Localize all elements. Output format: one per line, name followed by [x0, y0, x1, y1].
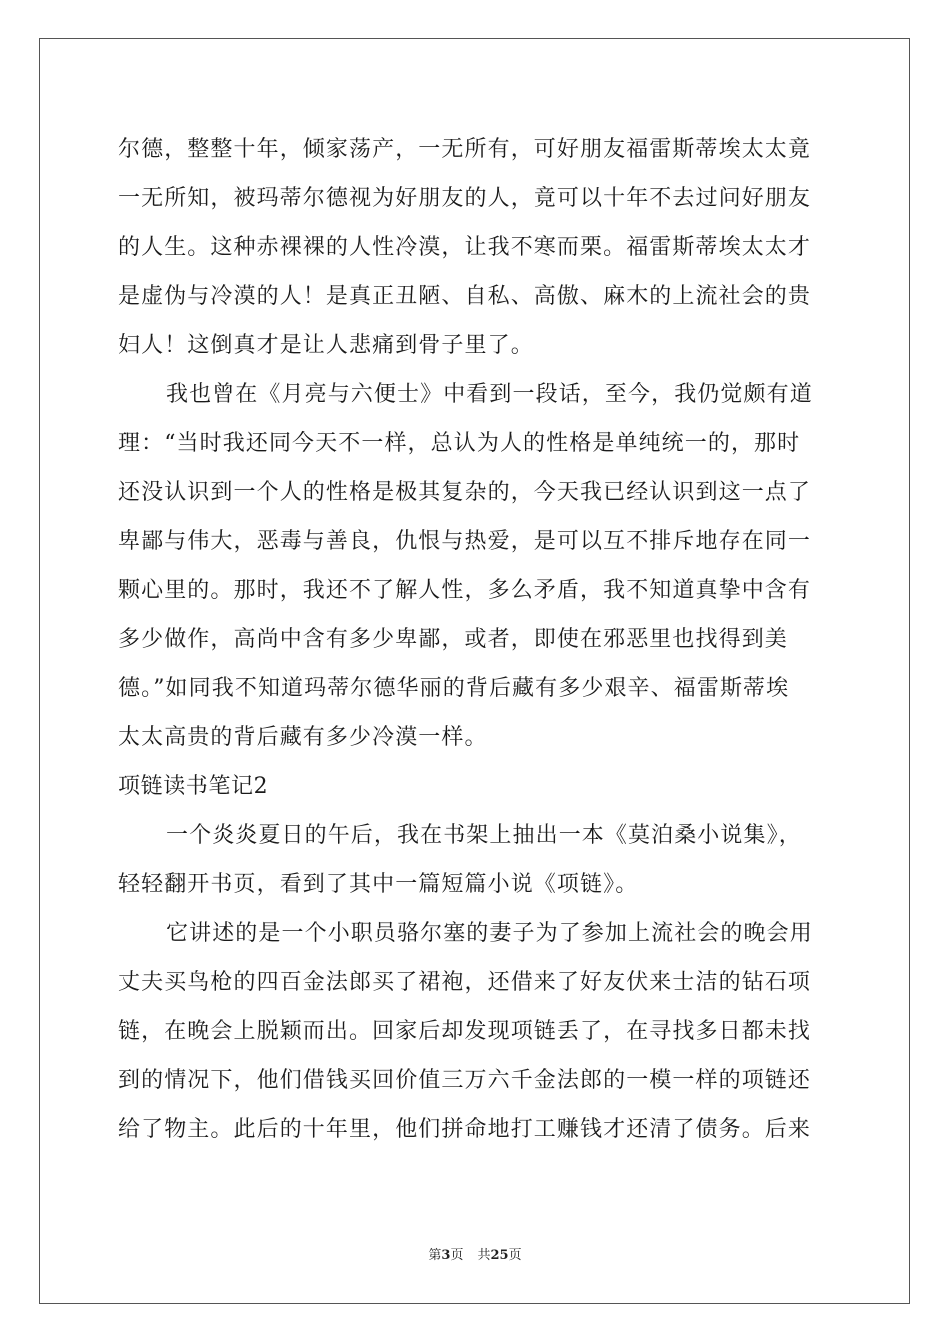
text-line: 给了物主。此后的十年里，他们拼命地打工赚钱才还清了债务。后来	[118, 1117, 812, 1142]
text-line: 德。”如同我不知道玛蒂尔德华丽的背后藏有多少艰辛、福雷斯蒂埃	[118, 676, 790, 701]
page-number: 3	[441, 1248, 451, 1263]
text-line: 妇人！这倒真才是让人悲痛到骨子里了。	[118, 333, 534, 358]
total-pages: 25	[490, 1248, 509, 1263]
paragraph-first-line: 它讲述的是一个小职员骆尔塞的妻子为了参加上流社会的晚会用	[166, 921, 813, 946]
text-line: 还没认识到一个人的性格是极其复杂的，今天我已经认识到这一点了	[118, 480, 812, 505]
text-line: 到的情况下，他们借钱买回价值三万六千金法郎的一模一样的项链还	[118, 1068, 812, 1093]
total-prefix: 共	[477, 1248, 491, 1263]
page-suffix: 页	[450, 1248, 464, 1263]
page-prefix: 第	[428, 1248, 442, 1263]
text-line: 丈夫买鸟枪的四百金法郎买了裙袍，还借来了好友伏来士洁的钻石项	[118, 970, 812, 995]
text-line: 颗心里的。那时，我还不了解人性，多么矛盾，我不知道真挚中含有	[118, 578, 812, 603]
total-suffix: 页	[508, 1248, 522, 1263]
text-line: 理：“当时我还同今天不一样，总认为人的性格是单纯统一的，那时	[118, 431, 801, 456]
text-line: 的人生。这种赤裸裸的人性冷漠，让我不寒而栗。福雷斯蒂埃太太才	[118, 235, 812, 260]
text-line: 卑鄙与伟大，恶毒与善良，仇恨与热爱，是可以互不排斥地存在同一	[118, 529, 812, 554]
text-line: 链，在晚会上脱颖而出。回家后却发现项链丢了，在寻找多日都未找	[118, 1019, 812, 1044]
document-body	[118, 125, 834, 1154]
text-line: 轻轻翻开书页，看到了其中一篇短篇小说《项链》。	[118, 872, 639, 897]
paragraph-first-line: 一个炎炎夏日的午后，我在书架上抽出一本《莫泊桑小说集》，	[166, 823, 802, 848]
paragraph-first-line: 我也曾在《月亮与六便士》中看到一段话，至今，我仍觉颇有道	[166, 382, 813, 407]
text-line: 多少做作，高尚中含有多少卑鄙，或者，即使在邪恶里也找得到美	[118, 627, 788, 652]
section-heading: 项链读书笔记2	[118, 774, 269, 799]
text-line: 一无所知，被玛蒂尔德视为好朋友的人，竟可以十年不去过问好朋友	[118, 186, 812, 211]
text-line: 太太高贵的背后藏有多少冷漠一样。	[118, 725, 488, 750]
text-line: 尔德，整整十年，倾家荡产，一无所有，可好朋友福雷斯蒂埃太太竟	[118, 137, 812, 162]
text-line: 是虚伪与冷漠的人！是真正丑陋、自私、高傲、麻木的上流社会的贵	[118, 284, 812, 309]
page-footer	[0, 1244, 950, 1263]
